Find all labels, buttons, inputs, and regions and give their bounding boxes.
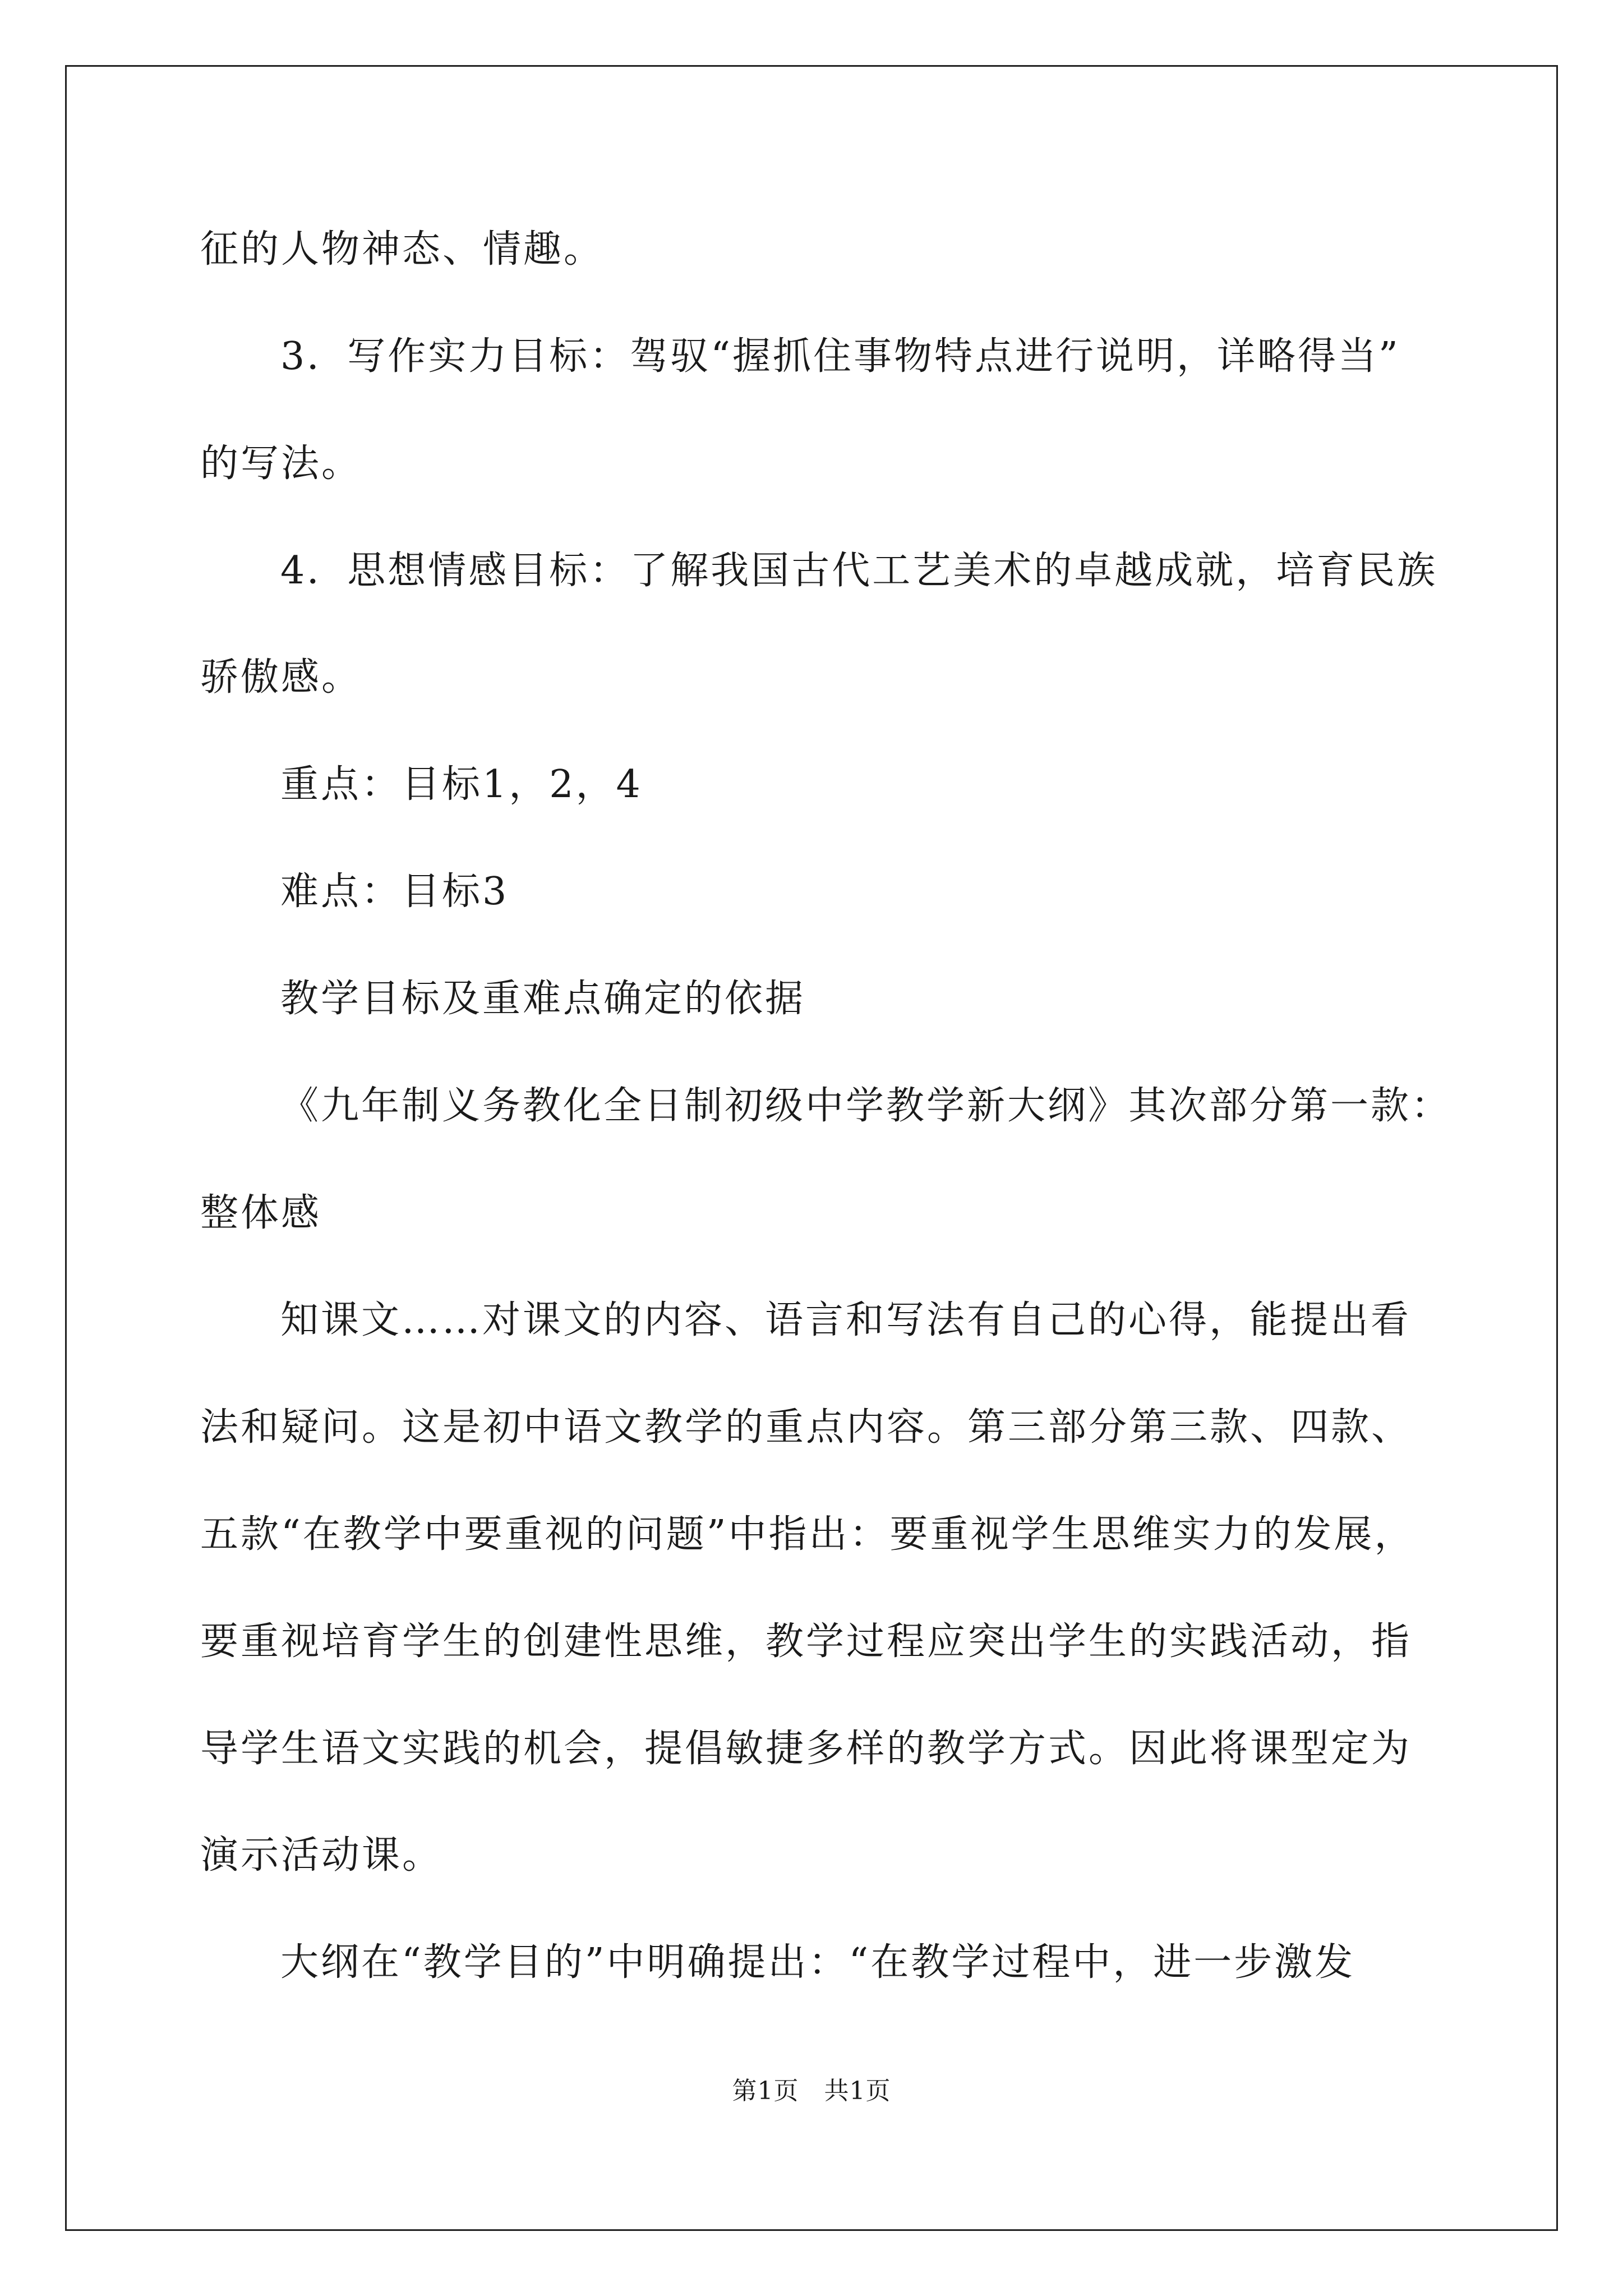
page-border [65, 65, 1558, 2231]
text-line: 的写法。 [200, 441, 362, 486]
text-line: 重点：目标1，2，4 [280, 762, 643, 807]
text-line: 4．思想情感目标：了解我国古代工艺美术的卓越成就，培育民族 [280, 549, 1438, 593]
text-line: 大纲在“教学目的”中明确提出：“在教学过程中，进一步激发 [280, 1940, 1355, 1985]
text-line: 《九年制义务教化全日制初级中学教学新大纲》其次部分第一款： [280, 1084, 1452, 1128]
text-line: 教学目标及重难点确定的依据 [280, 977, 806, 1021]
text-line: 五款“在教学中要重视的问题”中指出：要重视学生思维实力的发展， [200, 1512, 1415, 1557]
text-line: 知课文……对课文的内容、语言和写法有自己的心得，能提出看 [280, 1298, 1412, 1342]
text-line: 3．写作实力目标：驾驭“握抓住事物特点进行说明，详略得当” [280, 334, 1400, 379]
text-line: 导学生语文实践的机会，提倡敏捷多样的教学方式。因此将课型定为 [200, 1727, 1412, 1771]
text-line: 法和疑问。这是初中语文教学的重点内容。第三部分第三款、四款、 [200, 1405, 1412, 1450]
page-number-footer: 第1页 共1页 [732, 2077, 891, 2105]
text-line: 征的人物神态、情趣。 [200, 227, 605, 272]
text-line: 骄傲感。 [200, 655, 362, 700]
text-line: 难点：目标3 [280, 869, 509, 914]
text-line: 要重视培育学生的创建性思维，教学过程应突出学生的实践活动，指 [200, 1619, 1412, 1664]
text-line: 整体感 [200, 1191, 322, 1235]
text-line: 演示活动课。 [200, 1833, 443, 1878]
